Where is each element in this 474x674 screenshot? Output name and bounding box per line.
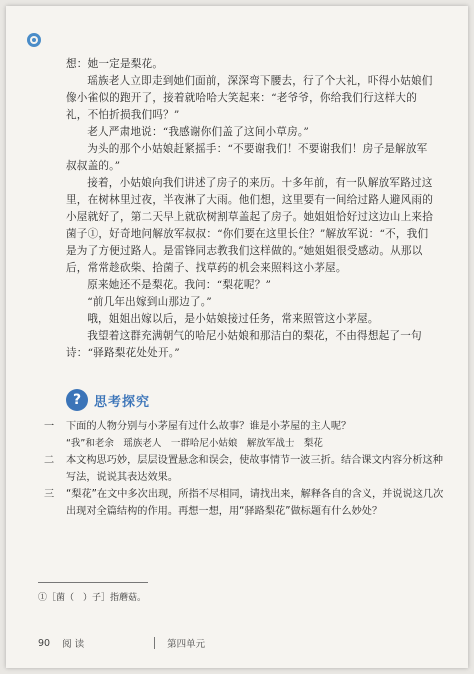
article-body: [66, 56, 436, 362]
paragraph-2: 瑶族老人立即走到她们面前，深深弯下腰去，行了个大礼，吓得小姑娘们像小雀似的跑开了，接着就哈哈大笑起来：“老爷爷，你给我们行这样大的礼，不怕折损我们吗？”: [66, 75, 433, 121]
paragraph-8: 哦，姐姐出嫁以后，是小姑娘接过任务，常来照管这小茅屋。: [87, 313, 379, 325]
question-item: [44, 418, 444, 435]
paragraph-9: 我望着这群充满朝气的哈尼小姑娘和那洁白的梨花，不由得想起了一句诗：“驿路梨花处处开。”: [66, 330, 422, 359]
corner-badge-icon: [26, 32, 42, 48]
question-text: “梨花”在文中多次出现，所指不尽相同，请找出来，解释各自的含义，并说说这几次出现对全篇结构的作用。再想一想，用“驿路梨花”做标题有什么妙处？: [66, 489, 444, 517]
question-list: [44, 418, 444, 520]
footnote-divider: [38, 582, 148, 583]
page: [6, 6, 468, 668]
paragraph-7: “前几年出嫁到山那边了。”: [87, 296, 212, 308]
question-mark-icon: ?: [66, 389, 88, 411]
question-number: 二: [44, 455, 55, 466]
section-heading: [66, 390, 150, 410]
question-character-list: “我”和老余 瑶族老人 一群哈尼小姑娘 解放军战士 梨花: [66, 438, 323, 449]
section-title: 思考探究: [94, 394, 151, 410]
question-item: [44, 452, 444, 486]
paragraph-3: 老人严肃地说：“我感谢你们盖了这间小草房。”: [87, 126, 309, 138]
question-text: 下面的人物分别与小茅屋有过什么故事？谁是小茅屋的主人呢？: [66, 421, 352, 432]
paragraph-6: 原来她还不是梨花。我问：“梨花呢？”: [87, 279, 272, 291]
page-number: 90: [38, 637, 51, 649]
question-number: 一: [44, 421, 55, 432]
book-section: 阅 读: [62, 639, 85, 650]
paragraph-4: 为头的那个小姑娘赶紧摇手：“不要谢我们！不要谢我们！房子是解放军叔叔盖的。”: [66, 143, 428, 172]
paragraph-5: 接着，小姑娘向我们讲述了房子的来历。十多年前，有一队解放军路过这里，在树林里过夜，半夜淋了大雨。他们想，这里要有一间给过路人避风雨的小屋就好了，第二天早上就砍树割草盖起了房子。她姐姐恰好过这边山上来拾菌子①，好奇地问解放军叔叔：“你们要在这里长住？”解放军说：“不，我们是为了方便过路人。是雷锋同志教我们这样做的。”她姐姐很受感动。从那以后，常常趁砍柴、拾菌子、找草药的机会来照料这小茅屋。: [66, 177, 433, 274]
paragraph-1: 想：她一定是梨花。: [66, 58, 164, 70]
page-footer: [38, 636, 438, 650]
question-text: 本文构思巧妙，层层设置悬念和误会，使故事情节一波三折。结合课文内容分析这种写法，说说其表达效果。: [66, 455, 443, 483]
question-item: [44, 486, 444, 520]
footer-divider: [154, 637, 155, 649]
question-number: 三: [44, 489, 55, 500]
footnote: ①［菌（ ）子］指蘑菇。: [38, 593, 147, 603]
unit-label: 第四单元: [167, 639, 206, 650]
